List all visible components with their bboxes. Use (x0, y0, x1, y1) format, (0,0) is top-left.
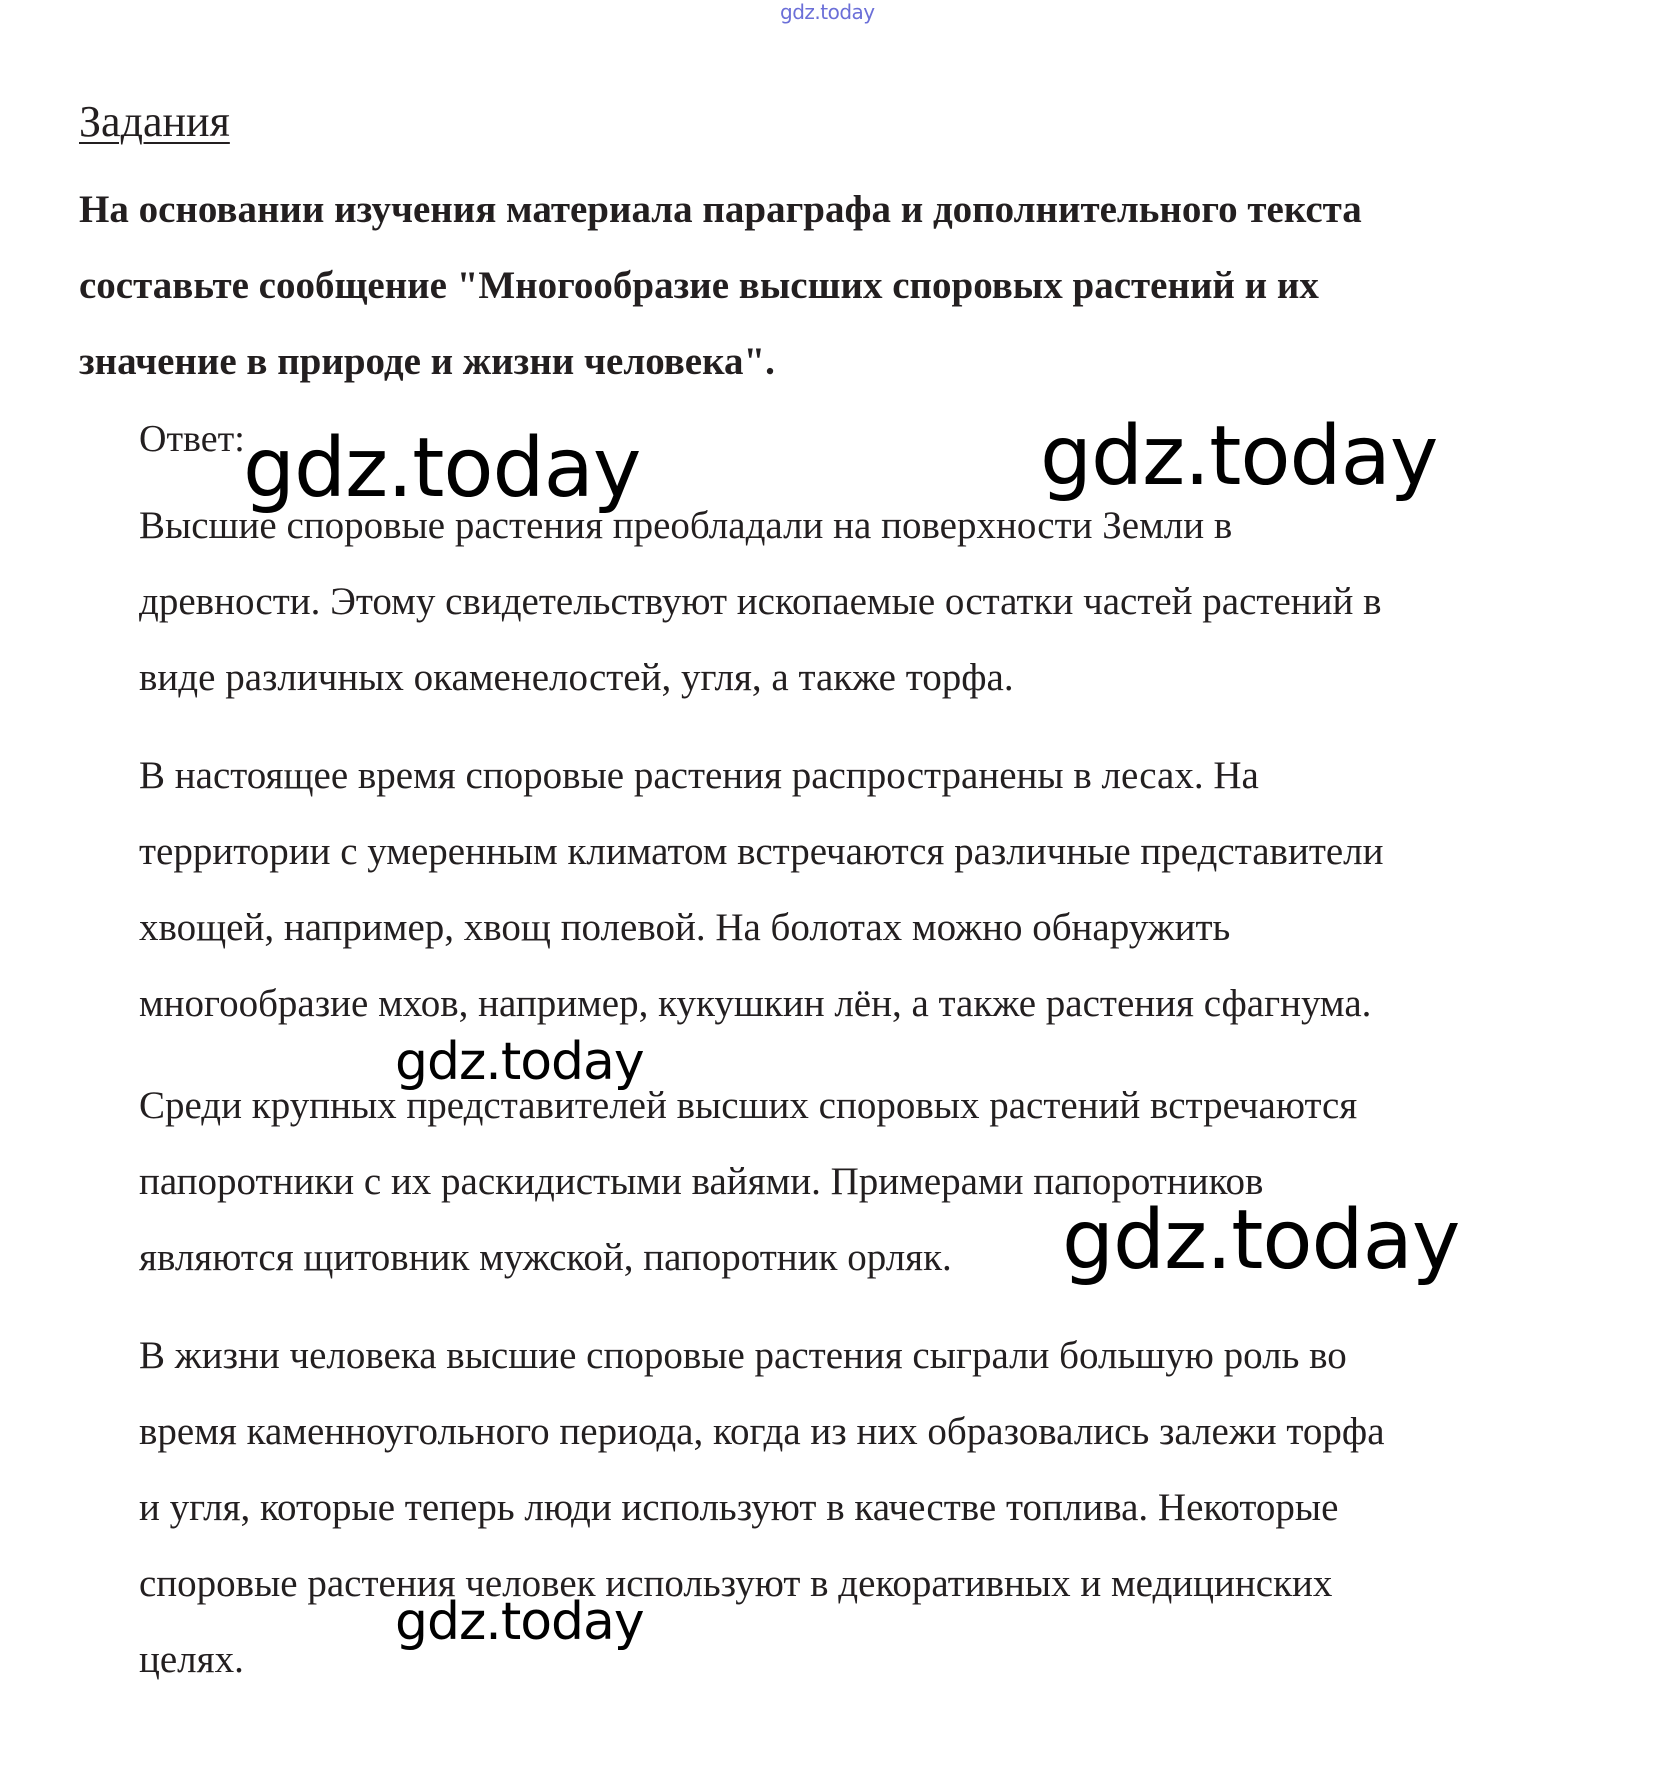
watermark: gdz.today (243, 421, 641, 516)
paragraph-line: Высшие споровые растения преобладали на поверхности Земли в (139, 504, 1233, 547)
top-watermark: gdz.today (780, 0, 875, 24)
paragraph-line: Среди крупных представителей высших споровых растений встречаются (139, 1084, 1358, 1127)
paragraph-line: территории с умеренным климатом встречаются различные представители (139, 830, 1384, 873)
watermark: gdz.today (395, 1032, 644, 1092)
answer-paragraph-2 (139, 738, 1619, 1042)
answer-paragraph-4 (139, 1318, 1619, 1698)
paragraph-line: виде различных окаменелостей, угля, а также торфа. (139, 656, 1014, 699)
watermark: gdz.today (1062, 1193, 1460, 1288)
paragraph-line: целях. (139, 1638, 244, 1681)
paragraph-line: и угля, которые теперь люди используют в качестве топлива. Некоторые (139, 1486, 1339, 1529)
task-text (79, 172, 1609, 400)
watermark: gdz.today (395, 1592, 644, 1652)
task-line: значение в природе и жизни человека". (79, 340, 775, 383)
paragraph-line: являются щитовник мужской, папоротник орляк. (139, 1236, 952, 1279)
paragraph-line: многообразие мхов, например, кукушкин лён, а также растения сфагнума. (139, 982, 1372, 1025)
task-line: На основании изучения материала параграфа и дополнительного текста (79, 188, 1362, 231)
paragraph-line: время каменноугольного периода, когда из них образовались залежи торфа (139, 1410, 1385, 1453)
paragraph-line: В настоящее время споровые растения распространены в лесах. На (139, 754, 1259, 797)
paragraph-line: хвощей, например, хвощ полевой. На болотах можно обнаружить (139, 906, 1231, 949)
answer-label: Ответ: (139, 418, 245, 460)
paragraph-line: папоротники с их раскидистыми вайями. Примерами папоротников (139, 1160, 1264, 1203)
answer-paragraph-1 (139, 488, 1619, 716)
paragraph-line: В жизни человека высшие споровые растения сыграли большую роль во (139, 1334, 1347, 1377)
task-line: составьте сообщение "Многообразие высших споровых растений и их (79, 264, 1319, 307)
paragraph-line: древности. Этому свидетельствуют ископаемые остатки частей растений в (139, 580, 1382, 623)
page-heading: Задания (79, 97, 230, 146)
watermark: gdz.today (1040, 409, 1438, 504)
paragraph-line: споровые растения человек используют в декоративных и медицинских (139, 1562, 1333, 1605)
